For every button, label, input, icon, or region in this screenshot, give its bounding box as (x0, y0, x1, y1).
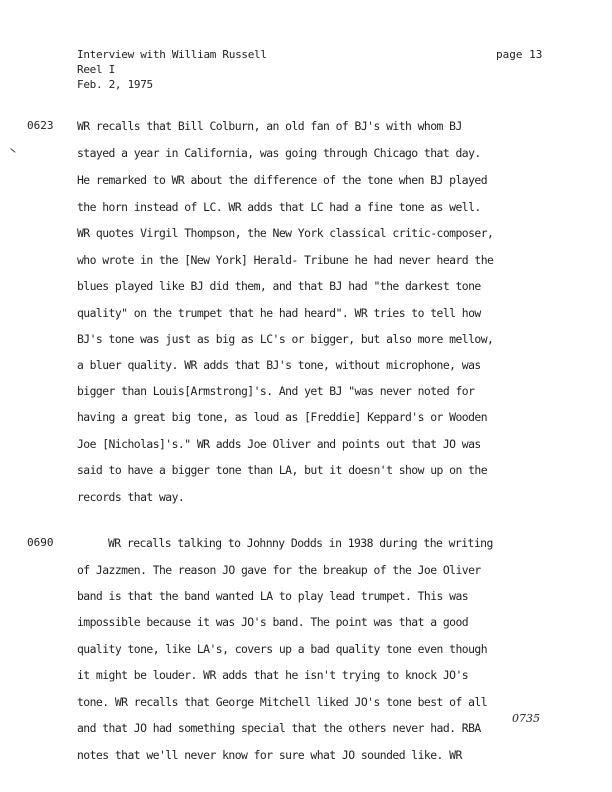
header-date: Feb. 2, 1975 (77, 78, 153, 91)
timestamp: 0623 (27, 119, 54, 132)
transcript-line: Joe [Nicholas]'s." WR adds Joe Oliver and points out that JO was (77, 437, 481, 451)
transcript-line: stayed a year in California, was going through Chicago that day. (77, 146, 481, 160)
transcript-line: impossible because it was JO's band. The point was that a good (77, 615, 469, 629)
transcript-line: tone. WR recalls that George Mitchell liked JO's tone best of all (77, 695, 488, 709)
transcript-line: bigger than Louis[Armstrong]'s. And yet BJ "was never noted for (77, 384, 475, 398)
transcript-line: said to have a bigger tone than LA, but it doesn't show up on the (77, 463, 488, 477)
transcript-line: WR quotes Virgil Thompson, the New York classical critic-composer, (77, 226, 494, 240)
timestamp: 0690 (27, 536, 54, 549)
transcript-line: records that way. (77, 490, 185, 504)
transcript-line: He remarked to WR about the difference of the tone when BJ played (77, 173, 488, 187)
transcript-line: it might be louder. WR adds that he isn't trying to knock JO's (77, 668, 469, 682)
transcript-line: the horn instead of LC. WR adds that LC had a fine tone as well. (77, 200, 481, 214)
transcript-line: blues played like BJ did them, and that BJ had "the darkest tone (77, 279, 481, 293)
page-number: page 13 (496, 48, 543, 61)
transcript-line: WR recalls talking to Johnny Dodds in 1938 during the writing (108, 536, 493, 550)
transcript-line: BJ's tone was just as big as LC's or bigger, but also more mellow, (77, 332, 494, 346)
transcript-line: a bluer quality. WR adds that BJ's tone, without microphone, was (77, 358, 481, 372)
transcript-line: having a great big tone, as loud as [Freddie] Keppard's or Wooden (77, 410, 488, 424)
transcript-line: of Jazzmen. The reason JO gave for the breakup of the Joe Oliver (77, 563, 481, 577)
header-title: Interview with William Russell (77, 48, 267, 61)
handwritten-annotation: 0735 (512, 712, 540, 725)
transcript-line: and that JO had something special that the others never had. RBA (77, 721, 481, 735)
transcript-line: notes that we'll never know for sure what JO sounded like. WR (77, 748, 462, 762)
transcript-line: quality" on the trumpet that he had heard". WR tries to tell how (77, 306, 481, 320)
header-reel: Reel I (77, 63, 115, 76)
margin-mark (10, 148, 15, 153)
transcript-line: quality tone, like LA's, covers up a bad quality tone even though (77, 642, 488, 656)
transcript-line: who wrote in the [New York] Herald- Tribune he had never heard the (77, 253, 494, 267)
transcript-line: band is that the band wanted LA to play lead trumpet. This was (77, 589, 469, 603)
transcript-line: WR recalls that Bill Colburn, an old fan of BJ's with whom BJ (77, 119, 462, 133)
